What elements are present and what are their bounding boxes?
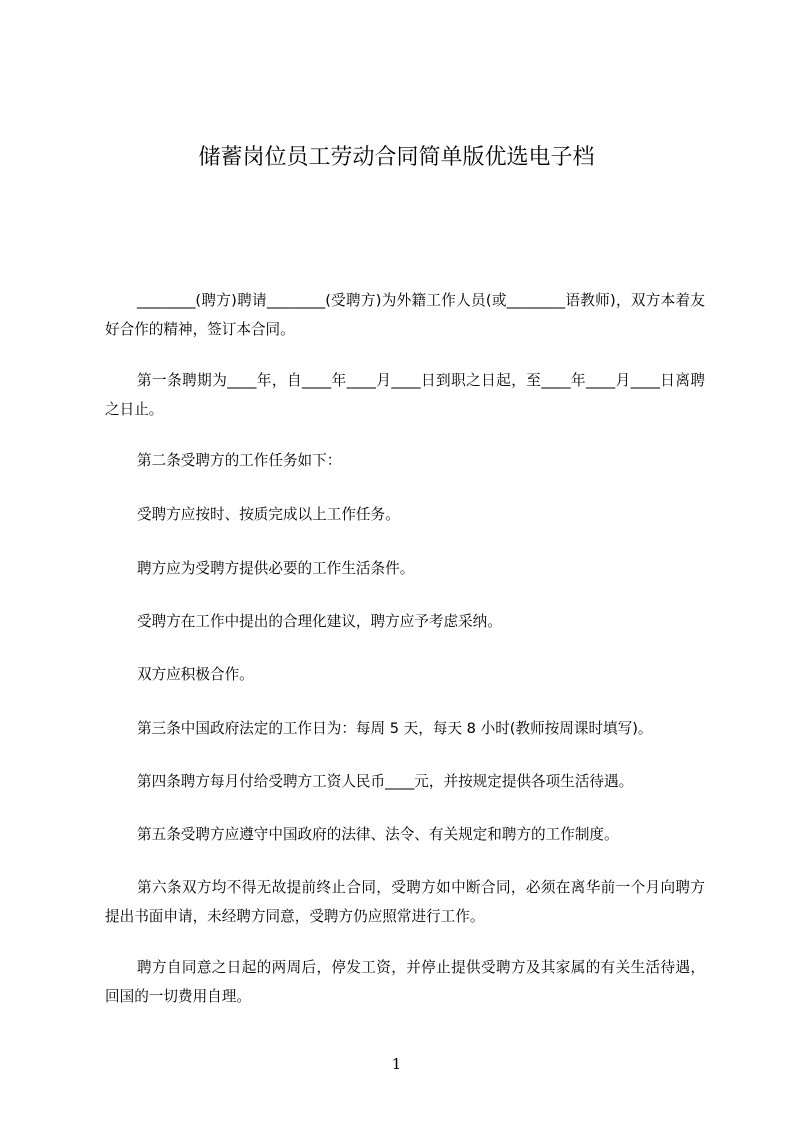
paragraph-article-6: 第六条双方均不得无故提前终止合同，受聘方如中断合同，必须在离华前一个月向聘方提出书面申请，未经聘方同意，受聘方仍应照常进行工作。 <box>105 879 705 925</box>
paragraph-article-2: 第二条受聘方的工作任务如下： <box>137 452 342 469</box>
paragraph-article-6-continued: 聘方自同意之日起的两周后，停发工资，并停止提供受聘方及其家属的有关生活待遇，回国的一切费用自理。 <box>105 959 705 1005</box>
page-number: 1 <box>391 1055 402 1073</box>
paragraph-article-2-item-4: 双方应积极合作。 <box>137 666 254 683</box>
paragraph-intro: ________(聘方)聘请________(受聘方)为外籍工作人员(或________语教师)，双方本着友好合作的精神，签订本合同。 <box>105 292 705 338</box>
paragraph-article-3: 第三条中国政府法定的工作日为：每周 5 天，每天 8 小时(教师按周课时填写)。 <box>137 720 653 737</box>
paragraph-article-2-item-1: 受聘方应按时、按质完成以上工作任务。 <box>137 506 400 523</box>
paragraph-article-1: 第一条聘期为____年，自____年____月____日到职之日起，至____年____月____日离聘之日止。 <box>105 372 705 418</box>
paragraph-article-5: 第五条受聘方应遵守中国政府的法律、法令、有关规定和聘方的工作制度。 <box>137 826 619 843</box>
paragraph-article-4: 第四条聘方每月付给受聘方工资人民币____元，并按规定提供各项生活待遇。 <box>137 773 634 790</box>
document-title: 储蓄岗位员工劳动合同简单版优选电子档 <box>198 145 595 170</box>
paragraph-article-2-item-3: 受聘方在工作中提出的合理化建议，聘方应予考虑采纳。 <box>137 613 502 630</box>
paragraph-article-2-item-2: 聘方应为受聘方提供必要的工作生活条件。 <box>137 560 415 577</box>
